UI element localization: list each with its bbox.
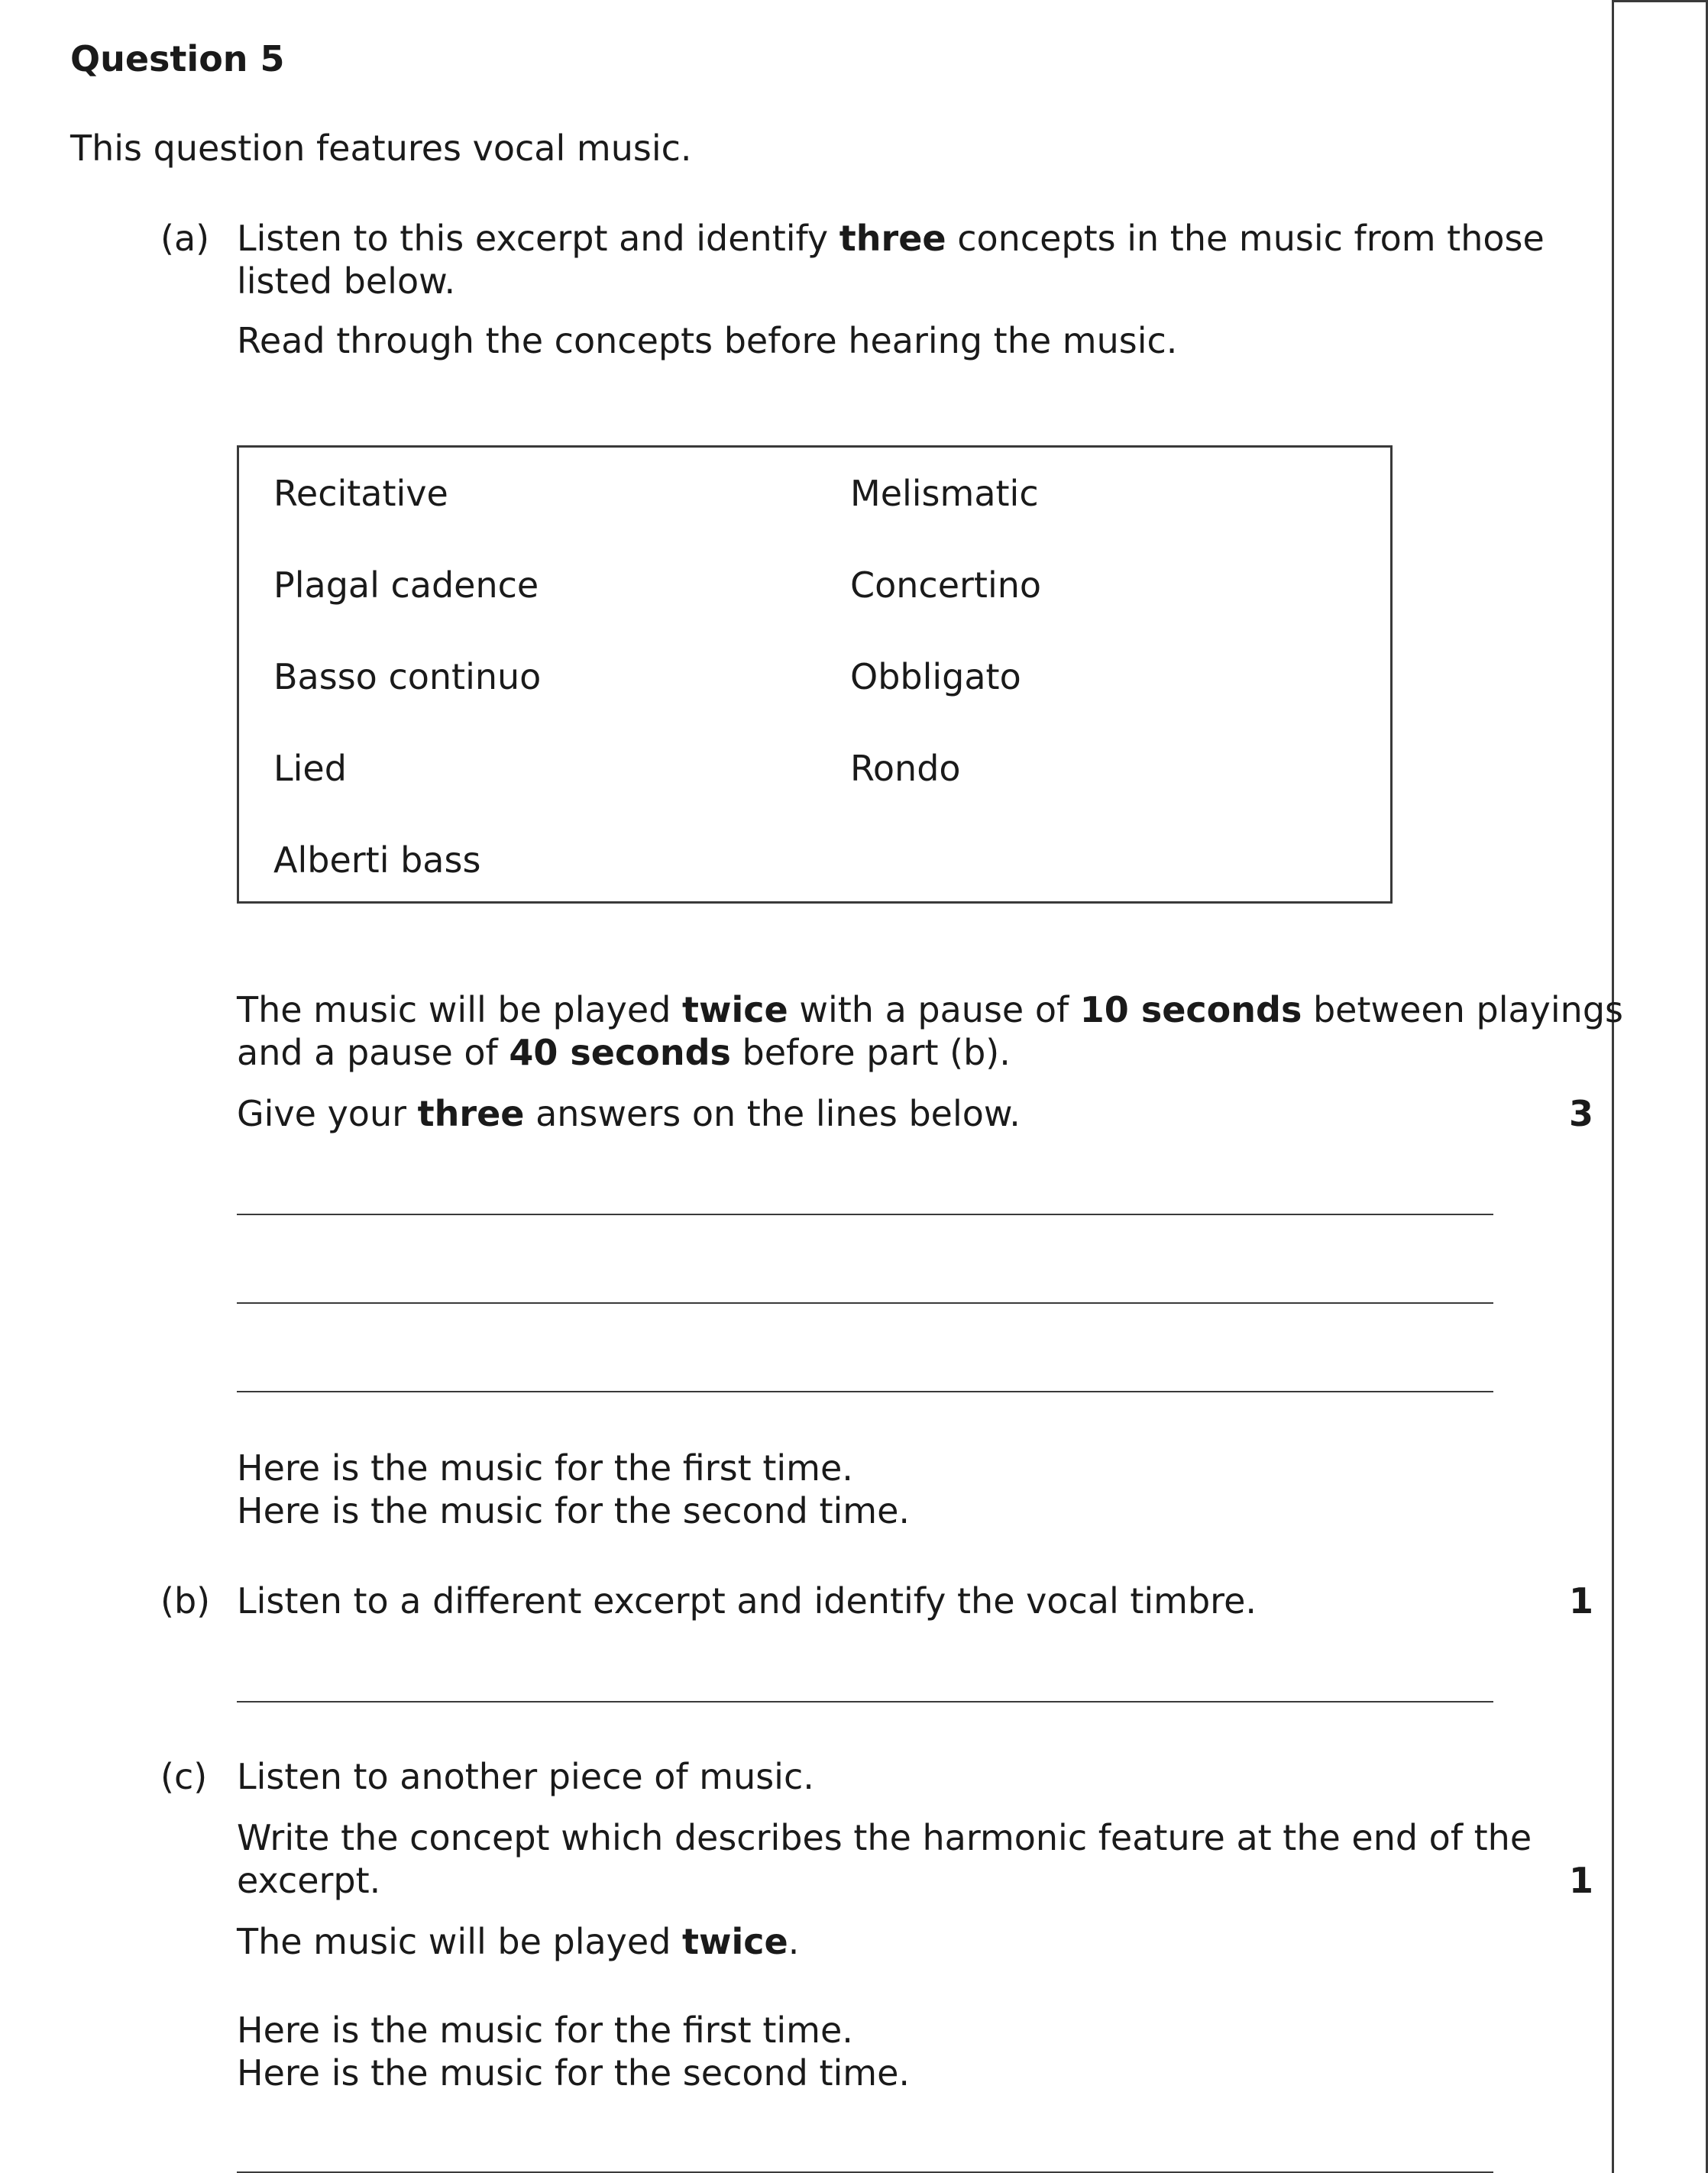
- concept-item: Rondo: [850, 748, 961, 789]
- part-b-marks: 1: [1568, 1580, 1593, 1622]
- question-intro: This question features vocal music.: [70, 128, 692, 169]
- part-c-marks: 1: [1568, 1860, 1593, 1901]
- part-a-give-answers: Give your three answers on the lines below.: [237, 1093, 1021, 1134]
- part-c-music-second: Here is the music for the second time.: [237, 2052, 911, 2094]
- part-a-music-second: Here is the music for the second time.: [237, 1490, 911, 1531]
- margin-top-rule: [1612, 0, 1708, 2]
- concept-item: Obbligato: [850, 656, 1021, 697]
- concept-item: Melismatic: [850, 473, 1039, 514]
- question-title: Question 5: [70, 38, 285, 79]
- part-a-played-info: The music will be played twice with a pause of 10 seconds between playings: [237, 989, 1623, 1030]
- part-a-read-through: Read through the concepts before hearing the music.: [237, 320, 1178, 361]
- part-a-music-first: Here is the music for the first time.: [237, 1447, 853, 1489]
- answer-line-b[interactable]: [237, 1701, 1493, 1703]
- part-a-marks: 3: [1568, 1093, 1593, 1134]
- part-c-write-concept: Write the concept which describes the harmonic feature at the end of the: [237, 1817, 1532, 1858]
- answer-line-a2[interactable]: [237, 1302, 1493, 1304]
- concept-item: Plagal cadence: [273, 564, 539, 606]
- part-c-label: (c): [160, 1756, 208, 1797]
- concept-item: Alberti bass: [273, 839, 481, 881]
- part-a-played-info-cont: and a pause of 40 seconds before part (b).: [237, 1032, 1011, 1073]
- concepts-box: [237, 445, 1393, 904]
- concept-item: Lied: [273, 748, 347, 789]
- answer-line-a3[interactable]: [237, 1391, 1493, 1392]
- part-b-label: (b): [160, 1580, 211, 1622]
- part-a-instruction: Listen to this excerpt and identify three concepts in the music from those: [237, 218, 1545, 259]
- part-a-instruction-cont: listed below.: [237, 260, 456, 302]
- part-b-instruction: Listen to a different excerpt and identify the vocal timbre.: [237, 1580, 1257, 1622]
- answer-line-a1[interactable]: [237, 1214, 1493, 1215]
- part-a-label: (a): [160, 218, 210, 259]
- concept-item: Concertino: [850, 564, 1042, 606]
- concept-item: Basso continuo: [273, 656, 542, 697]
- part-c-write-concept-cont: excerpt.: [237, 1860, 381, 1901]
- part-c-music-first: Here is the music for the first time.: [237, 2010, 853, 2051]
- part-c-played-info: The music will be played twice.: [237, 1921, 800, 1962]
- margin-rule: [1612, 0, 1614, 2173]
- concept-item: Recitative: [273, 473, 448, 514]
- part-c-instruction: Listen to another piece of music.: [237, 1756, 814, 1797]
